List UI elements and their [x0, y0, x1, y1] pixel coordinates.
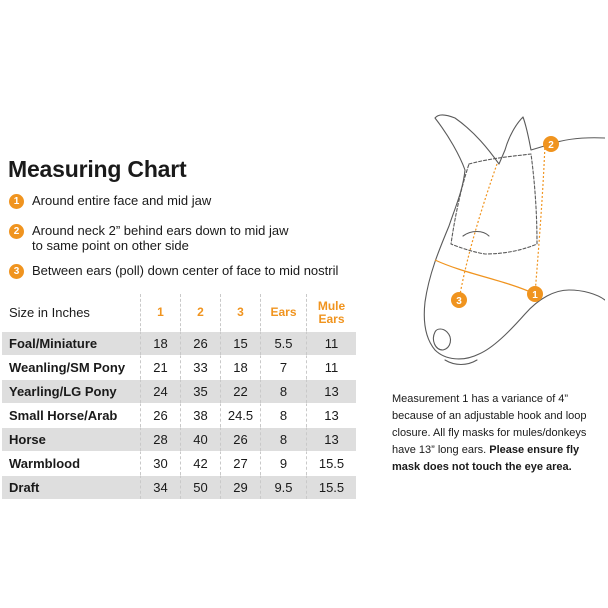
cell-measure-3: 18 — [220, 355, 260, 379]
marker-1 — [527, 286, 543, 302]
cell-mule-ears: 11 — [306, 355, 356, 379]
row-size-name: Weanling/SM Pony — [2, 355, 140, 379]
cell-mule-ears: 11 — [306, 331, 356, 355]
mule-ears-line1: Mule — [317, 298, 346, 313]
note-regular-text: Measurement 1 has a variance of 4” because of an adjustable hook and loop closure. All fly masks for mules/donkeys have 13” long ears. — [392, 393, 587, 456]
cell-ears: 8 — [260, 403, 306, 427]
row-size-name: Yearling/LG Pony — [2, 379, 140, 403]
cell-measure-1: 26 — [140, 403, 180, 427]
cell-measure-2: 40 — [180, 427, 220, 451]
cell-measure-1: 21 — [140, 355, 180, 379]
table-row — [2, 379, 356, 403]
marker-2-label: 2 — [548, 140, 554, 151]
legend-text-2-line1: Around neck 2” behind ears down to mid jaw — [32, 223, 289, 238]
cell-ears: 9 — [260, 451, 306, 475]
column-header-mule-ears — [306, 294, 356, 331]
legend-item-3 — [9, 263, 338, 279]
cell-measure-3: 15 — [220, 331, 260, 355]
table-row — [2, 451, 356, 475]
eye-outline — [463, 232, 489, 237]
column-header-size: Size in Inches — [9, 305, 90, 320]
table-row — [2, 403, 356, 427]
marker-3 — [451, 292, 467, 308]
cell-mule-ears: 13 — [306, 427, 356, 451]
cell-ears: 5.5 — [260, 331, 306, 355]
horse-head-diagram — [405, 104, 605, 374]
legend-text-3: Between ears (poll) down center of face to mid nostril — [32, 263, 339, 278]
cell-ears: 9.5 — [260, 475, 306, 499]
mouth-outline — [445, 360, 477, 365]
table-row — [2, 355, 356, 379]
row-size-name: Warmblood — [2, 451, 140, 475]
mask-outline — [451, 154, 537, 254]
cell-ears: 8 — [260, 427, 306, 451]
measurement-line-1 — [435, 260, 535, 294]
cell-measure-1: 34 — [140, 475, 180, 499]
cell-measure-3: 26 — [220, 427, 260, 451]
cell-measure-2: 38 — [180, 403, 220, 427]
cell-measure-2: 50 — [180, 475, 220, 499]
cell-mule-ears: 15.5 — [306, 475, 356, 499]
cell-measure-1: 24 — [140, 379, 180, 403]
page-title: Measuring Chart — [8, 156, 187, 182]
nostril-outline — [433, 329, 450, 350]
legend-text-1: Around entire face and mid jaw — [32, 193, 212, 208]
table-header-row — [2, 294, 356, 331]
cell-ears: 7 — [260, 355, 306, 379]
cell-measure-3: 24.5 — [220, 403, 260, 427]
marker-3-label: 3 — [456, 296, 462, 307]
cell-measure-2: 26 — [180, 331, 220, 355]
row-size-name: Horse — [2, 427, 140, 451]
cell-mule-ears: 13 — [306, 403, 356, 427]
cell-measure-3: 29 — [220, 475, 260, 499]
note-bold-text: Please ensure fly mask does not touch the eye area. — [392, 444, 580, 473]
cell-mule-ears: 13 — [306, 379, 356, 403]
marker-2 — [543, 136, 559, 152]
cell-measure-2: 35 — [180, 379, 220, 403]
legend-text-2 — [32, 223, 289, 253]
table-row — [2, 475, 356, 499]
column-header-ears: Ears — [260, 294, 306, 331]
table-row — [2, 331, 356, 355]
legend-text-2-line2: to same point on other side — [32, 238, 189, 253]
cell-measure-1: 30 — [140, 451, 180, 475]
column-header-3: 3 — [220, 294, 260, 331]
cell-mule-ears: 15.5 — [306, 451, 356, 475]
row-size-name: Draft — [2, 475, 140, 499]
number-badge-3: 3 — [9, 264, 24, 279]
cell-measure-1: 18 — [140, 331, 180, 355]
number-badge-1: 1 — [9, 194, 24, 209]
horse-head-outline — [424, 115, 605, 359]
row-size-name: Foal/Miniature — [2, 331, 140, 355]
column-header-2: 2 — [180, 294, 220, 331]
row-size-name: Small Horse/Arab — [2, 403, 140, 427]
number-badge-2: 2 — [9, 224, 24, 239]
marker-1-label: 1 — [532, 290, 538, 301]
column-header-1: 1 — [140, 294, 180, 331]
legend-item-2 — [9, 223, 289, 253]
cell-measure-3: 27 — [220, 451, 260, 475]
cell-measure-3: 22 — [220, 379, 260, 403]
cell-ears: 8 — [260, 379, 306, 403]
cell-measure-2: 42 — [180, 451, 220, 475]
table-row — [2, 427, 356, 451]
measurement-note — [392, 391, 602, 476]
mule-ears-line2: Ears — [318, 311, 345, 326]
size-table — [2, 294, 356, 499]
cell-measure-2: 33 — [180, 355, 220, 379]
cell-measure-1: 28 — [140, 427, 180, 451]
legend-item-1 — [9, 193, 211, 209]
